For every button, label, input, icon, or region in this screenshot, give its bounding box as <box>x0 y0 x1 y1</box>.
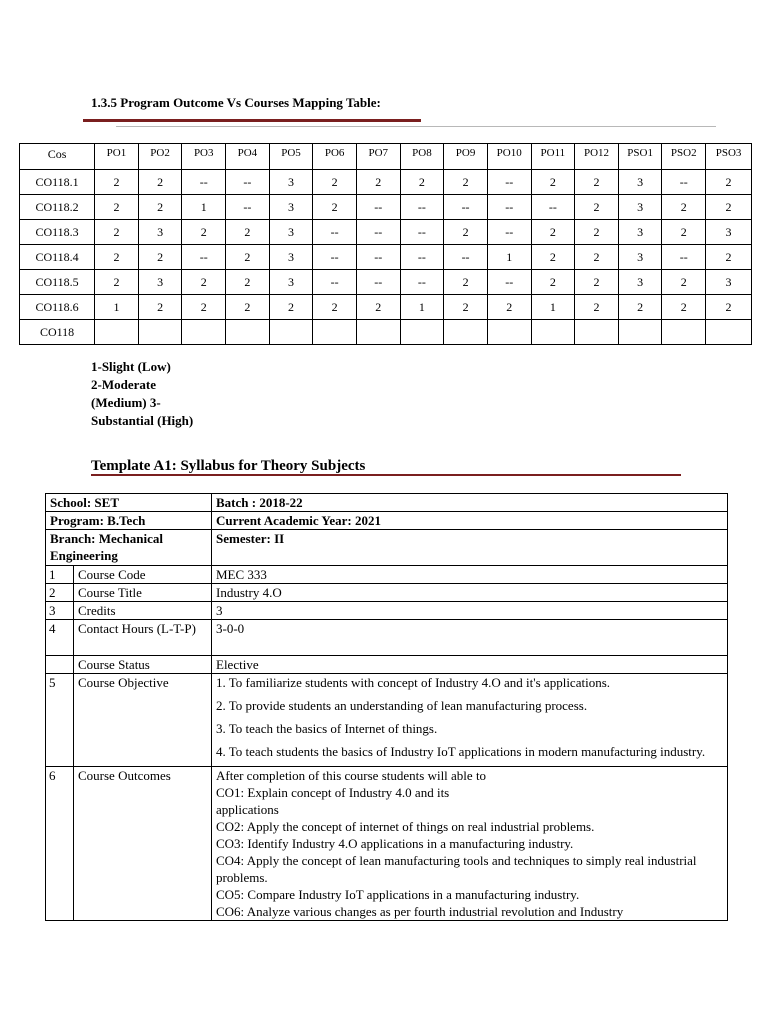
legend-line: 2-Moderate <box>91 377 156 392</box>
mapping-value-cell: 3 <box>618 195 662 220</box>
outcome-item: CO3: Identify Industry 4.O applications in a manufacturing industry. <box>216 836 574 851</box>
mapping-value-cell: 2 <box>575 270 619 295</box>
school-cell: School: SET <box>46 494 212 512</box>
mapping-row <box>20 295 752 320</box>
mapping-value-cell <box>444 320 488 345</box>
mapping-course-cell: CO118.6 <box>20 295 95 320</box>
mapping-value-cell: 2 <box>575 195 619 220</box>
mapping-value-cell: 2 <box>575 220 619 245</box>
mapping-value-cell: 2 <box>706 295 752 320</box>
mapping-value-cell: -- <box>400 245 444 270</box>
mapping-value-cell: 2 <box>444 270 488 295</box>
mapping-value-cell: -- <box>356 220 400 245</box>
mapping-value-cell: 2 <box>226 245 270 270</box>
mapping-value-cell <box>618 320 662 345</box>
course-code-value: MEC 333 <box>212 566 728 584</box>
mapping-value-cell <box>138 320 182 345</box>
objective-item: 1. To familiarize students with concept of Industry 4.O and it's applications. <box>216 675 610 690</box>
mapping-value-cell: 2 <box>662 195 706 220</box>
mapping-value-cell: -- <box>487 170 531 195</box>
mapping-value-cell: -- <box>226 195 270 220</box>
section-heading: 1.3.5 Program Outcome Vs Courses Mapping Table: <box>91 95 381 110</box>
outcome-item: applications <box>216 802 279 817</box>
mapping-value-cell: -- <box>226 170 270 195</box>
mapping-value-cell: 3 <box>618 170 662 195</box>
mapping-value-cell: 1 <box>400 295 444 320</box>
mapping-course-cell: CO118.2 <box>20 195 95 220</box>
mapping-value-cell: 1 <box>487 245 531 270</box>
mapping-value-cell: 2 <box>662 295 706 320</box>
mapping-value-cell: 2 <box>531 245 575 270</box>
syllabus-table <box>45 493 728 921</box>
mapping-header-cell: PSO1 <box>618 144 662 170</box>
mapping-header-cell: PO10 <box>487 144 531 170</box>
mapping-value-cell: 2 <box>226 295 270 320</box>
mapping-value-cell <box>662 320 706 345</box>
row-number: 1 <box>46 566 74 584</box>
row-number: 4 <box>46 620 74 656</box>
batch-cell: Batch : 2018-22 <box>212 494 728 512</box>
mapping-value-cell: 2 <box>662 220 706 245</box>
mapping-header-row <box>20 144 752 170</box>
row-label: Course Objective <box>74 674 212 767</box>
mapping-value-cell: 2 <box>531 220 575 245</box>
mapping-value-cell: -- <box>531 195 575 220</box>
mapping-value-cell: 3 <box>269 195 313 220</box>
course-title-value: Industry 4.O <box>212 584 728 602</box>
mapping-value-cell: 2 <box>531 170 575 195</box>
mapping-value-cell <box>182 320 226 345</box>
row-label: Course Status <box>74 656 212 674</box>
mapping-value-cell: 2 <box>575 295 619 320</box>
mapping-value-cell: 2 <box>400 170 444 195</box>
mapping-value-cell: 2 <box>269 295 313 320</box>
mapping-value-cell: 2 <box>138 195 182 220</box>
course-objectives <box>212 674 728 767</box>
mapping-value-cell <box>313 320 357 345</box>
mapping-value-cell: 3 <box>138 270 182 295</box>
program-cell: Program: B.Tech <box>46 512 212 530</box>
mapping-value-cell: -- <box>444 195 488 220</box>
mapping-value-cell: 3 <box>618 220 662 245</box>
mapping-value-cell: 2 <box>182 220 226 245</box>
mapping-course-cell: CO118.5 <box>20 270 95 295</box>
mapping-value-cell: 2 <box>356 295 400 320</box>
mapping-header-cell: PO9 <box>444 144 488 170</box>
mapping-value-cell: 3 <box>269 170 313 195</box>
outcome-item: CO2: Apply the concept of internet of things on real industrial problems. <box>216 819 595 834</box>
mapping-course-cell: CO118.4 <box>20 245 95 270</box>
mapping-value-cell: 2 <box>182 295 226 320</box>
mapping-value-cell: -- <box>356 270 400 295</box>
outcome-item: CO5: Compare Industry IoT applications in a manufacturing industry. <box>216 887 580 902</box>
mapping-course-cell: CO118.1 <box>20 170 95 195</box>
mapping-value-cell <box>226 320 270 345</box>
academic-year-cell: Current Academic Year: 2021 <box>212 512 728 530</box>
mapping-value-cell: 3 <box>706 270 752 295</box>
mapping-header-cell: PO12 <box>575 144 619 170</box>
mapping-value-cell: 2 <box>313 170 357 195</box>
row-label: Course Code <box>74 566 212 584</box>
mapping-value-cell <box>487 320 531 345</box>
mapping-value-cell: -- <box>400 220 444 245</box>
legend-line: (Medium) 3- <box>91 395 161 410</box>
mapping-row <box>20 195 752 220</box>
mapping-value-cell: 3 <box>706 220 752 245</box>
semester-cell: Semester: II <box>212 530 728 566</box>
heading-divider <box>116 126 716 127</box>
mapping-value-cell: 2 <box>444 295 488 320</box>
mapping-value-cell <box>356 320 400 345</box>
mapping-header-cell: PO1 <box>95 144 139 170</box>
row-label: Contact Hours (L-T-P) <box>74 620 212 656</box>
template-heading-underline <box>91 474 681 476</box>
mapping-value-cell <box>706 320 752 345</box>
mapping-value-cell: -- <box>182 170 226 195</box>
mapping-value-cell: 2 <box>356 170 400 195</box>
mapping-value-cell: 1 <box>95 295 139 320</box>
mapping-value-cell <box>575 320 619 345</box>
mapping-value-cell: 2 <box>618 295 662 320</box>
mapping-value-cell <box>531 320 575 345</box>
row-number: 2 <box>46 584 74 602</box>
mapping-course-cell: CO118.3 <box>20 220 95 245</box>
mapping-value-cell: -- <box>313 270 357 295</box>
objective-item: 2. To provide students an understanding of lean manufacturing process. <box>216 698 588 713</box>
mapping-value-cell: -- <box>487 270 531 295</box>
mapping-row <box>20 170 752 195</box>
mapping-value-cell: 3 <box>269 270 313 295</box>
mapping-value-cell: 2 <box>575 170 619 195</box>
mapping-header-cell: PO5 <box>269 144 313 170</box>
mapping-value-cell: 2 <box>706 245 752 270</box>
mapping-value-cell: 2 <box>487 295 531 320</box>
mapping-header-cell: PO2 <box>138 144 182 170</box>
row-number: 3 <box>46 602 74 620</box>
row-label: Course Title <box>74 584 212 602</box>
mapping-value-cell: 2 <box>662 270 706 295</box>
mapping-value-cell: 2 <box>182 270 226 295</box>
mapping-row <box>20 245 752 270</box>
mapping-value-cell: -- <box>356 245 400 270</box>
mapping-value-cell: 2 <box>226 270 270 295</box>
objective-item: 3. To teach the basics of Internet of things. <box>216 721 438 736</box>
objective-item: 4. To teach students the basics of Industry IoT applications in modern manufacturing industry. <box>216 744 706 759</box>
outcome-item: CO6: Analyze various changes as per fourth industrial revolution and Industry <box>216 904 624 919</box>
mapping-header-cell: PO4 <box>226 144 270 170</box>
mapping-value-cell: -- <box>487 220 531 245</box>
mapping-value-cell: 2 <box>95 270 139 295</box>
mapping-header-cell: PSO2 <box>662 144 706 170</box>
outcome-item: CO4: Apply the concept of lean manufacturing tools and techniques to simply real industrial problems. <box>216 853 697 885</box>
mapping-header-cell: PO8 <box>400 144 444 170</box>
row-label: Course Outcomes <box>74 767 212 921</box>
legend-line: Substantial (High) <box>91 413 194 428</box>
mapping-value-cell: 2 <box>95 195 139 220</box>
course-status-value: Elective <box>212 656 728 674</box>
mapping-value-cell: 2 <box>138 170 182 195</box>
mapping-value-cell: 2 <box>575 245 619 270</box>
mapping-value-cell: -- <box>356 195 400 220</box>
row-number: 6 <box>46 767 74 921</box>
mapping-value-cell: 2 <box>313 295 357 320</box>
mapping-value-cell: -- <box>182 245 226 270</box>
mapping-value-cell: -- <box>313 245 357 270</box>
branch-cell: Branch: Mechanical Engineering <box>46 530 212 566</box>
mapping-header-cell: Cos <box>20 144 95 170</box>
mapping-value-cell: -- <box>662 170 706 195</box>
mapping-value-cell: 2 <box>138 295 182 320</box>
mapping-value-cell: 2 <box>444 170 488 195</box>
mapping-value-cell: -- <box>400 270 444 295</box>
mapping-value-cell: 2 <box>706 195 752 220</box>
outcomes-intro: After completion of this course students will able to <box>216 768 487 783</box>
mapping-value-cell: 2 <box>313 195 357 220</box>
mapping-value-cell: 2 <box>95 220 139 245</box>
mapping-value-cell: -- <box>444 245 488 270</box>
mapping-value-cell: 2 <box>95 245 139 270</box>
mapping-value-cell: 1 <box>182 195 226 220</box>
mapping-header-cell: PSO3 <box>706 144 752 170</box>
mapping-row <box>20 220 752 245</box>
mapping-header-cell: PO6 <box>313 144 357 170</box>
mapping-value-cell: 3 <box>138 220 182 245</box>
outcome-item: CO1: Explain concept of Industry 4.0 and its <box>216 785 450 800</box>
mapping-header-cell: PO7 <box>356 144 400 170</box>
mapping-value-cell <box>400 320 444 345</box>
mapping-value-cell: 3 <box>618 270 662 295</box>
credits-value: 3 <box>212 602 728 620</box>
mapping-value-cell <box>269 320 313 345</box>
course-outcomes <box>212 767 728 921</box>
mapping-value-cell: 2 <box>226 220 270 245</box>
mapping-value-cell: -- <box>400 195 444 220</box>
contact-hours-value: 3-0-0 <box>212 620 728 656</box>
mapping-value-cell: 3 <box>618 245 662 270</box>
po-mapping-table <box>19 143 752 345</box>
mapping-value-cell: 2 <box>531 270 575 295</box>
mapping-value-cell: -- <box>313 220 357 245</box>
row-number <box>46 656 74 674</box>
mapping-value-cell: 3 <box>269 220 313 245</box>
mapping-value-cell: 1 <box>531 295 575 320</box>
mapping-value-cell: -- <box>487 195 531 220</box>
mapping-value-cell: 2 <box>444 220 488 245</box>
mapping-row <box>20 320 752 345</box>
mapping-value-cell: -- <box>662 245 706 270</box>
heading-underline <box>83 119 421 122</box>
mapping-legend <box>91 358 193 430</box>
row-number: 5 <box>46 674 74 767</box>
mapping-header-cell: PO3 <box>182 144 226 170</box>
mapping-value-cell: 2 <box>706 170 752 195</box>
template-heading: Template A1: Syllabus for Theory Subjects <box>91 458 366 474</box>
row-label: Credits <box>74 602 212 620</box>
mapping-value-cell: 2 <box>95 170 139 195</box>
mapping-row <box>20 270 752 295</box>
mapping-value-cell <box>95 320 139 345</box>
mapping-value-cell: 2 <box>138 245 182 270</box>
mapping-header-cell: PO11 <box>531 144 575 170</box>
legend-line: 1-Slight (Low) <box>91 359 171 374</box>
mapping-value-cell: 3 <box>269 245 313 270</box>
mapping-course-cell: CO118 <box>20 320 95 345</box>
